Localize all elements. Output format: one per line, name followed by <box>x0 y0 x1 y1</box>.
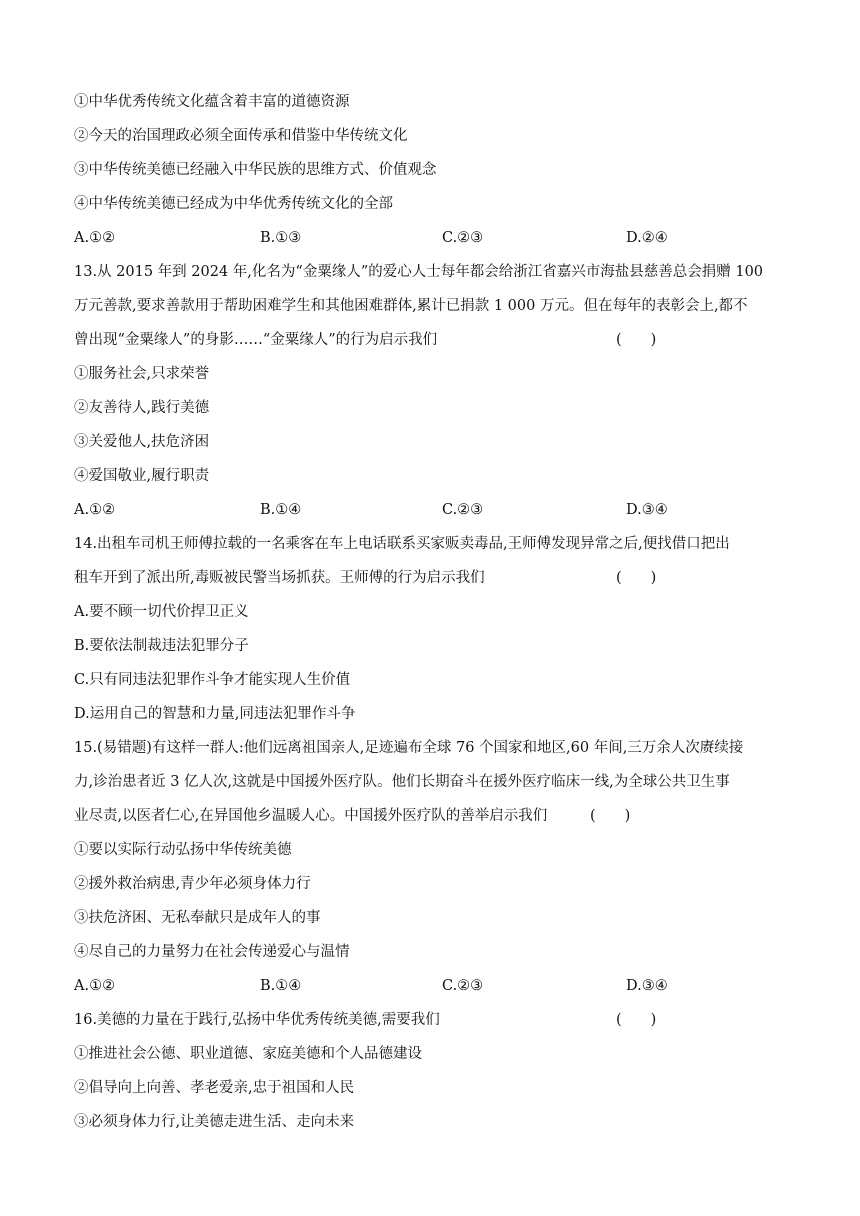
q15-options <box>74 976 786 996</box>
q15-option-d: D.③④ <box>626 978 668 994</box>
q13-stem-line-2: 万元善款,要求善款用于帮助困难学生和其他困难群体,累计已捐款 1 000 万元。但在每年的表彰会上,都不 <box>74 298 748 314</box>
q12-option-b: B.①③ <box>260 230 302 246</box>
q13-option-b: B.①④ <box>260 502 302 518</box>
q16-statement-3: ③必须身体力行,让美德走进生活、走向未来 <box>74 1114 355 1130</box>
q12-option-a: A.①② <box>74 230 116 246</box>
q13-stem-line-1: 13.从 2015 年到 2024 年,化名为“金粟缘人”的爱心人士每年都会给浙江省嘉兴市海盐县慈善总会捐赠 100 <box>74 264 764 280</box>
q15-option-a: A.①② <box>74 978 116 994</box>
q15-statement-4: ④尽自己的力量努力在社会传递爱心与温情 <box>74 944 350 960</box>
q13-statement-2: ②友善待人,践行美德 <box>74 400 210 416</box>
q15-statement-2: ②援外救治病患,青少年必须身体力行 <box>74 876 311 892</box>
q16-answer-bracket: ( ) <box>616 1012 657 1028</box>
q16-statement-2: ②倡导向上向善、孝老爱亲,忠于祖国和人民 <box>74 1080 355 1096</box>
q14-answer-bracket: ( ) <box>616 570 657 586</box>
q16-stem-line-1: 16.美德的力量在于践行,弘扬中华优秀传统美德,需要我们 <box>74 1012 440 1028</box>
q15-option-b: B.①④ <box>260 978 302 994</box>
q14-stem-line-2: 租车开到了派出所,毒贩被民警当场抓获。王师傅的行为启示我们 <box>74 570 485 586</box>
q13-options <box>74 500 786 520</box>
q12-statement-2: ②今天的治国理政必须全面传承和借鉴中华传统文化 <box>74 128 408 144</box>
q13-option-d: D.③④ <box>626 502 668 518</box>
q15-stem-line-3: 业尽责,以医者仁心,在异国他乡温暖人心。中国援外医疗队的善举启示我们 <box>74 808 548 824</box>
q14-choice-c: C.只有同违法犯罪作斗争才能实现人生价值 <box>74 672 351 688</box>
q15-answer-bracket: ( ) <box>590 808 631 824</box>
q12-option-c: C.②③ <box>442 230 484 246</box>
q12-option-d: D.②④ <box>626 230 668 246</box>
q14-stem-line-1: 14.出租车司机王师傅拉载的一名乘客在车上电话联系买家贩卖毒品,王师傅发现异常之后,便找借口把出 <box>74 536 730 552</box>
q14-choice-b: B.要依法制裁违法犯罪分子 <box>74 638 249 654</box>
q12-options <box>74 228 786 248</box>
q12-statement-4: ④中华传统美德已经成为中华优秀传统文化的全部 <box>74 196 393 212</box>
q15-stem-line-2: 力,诊治患者近 3 亿人次,这就是中国援外医疗队。他们长期奋斗在援外医疗临床一线,为全球公共卫生事 <box>74 774 730 790</box>
q14-choice-a: A.要不顾一切代价捍卫正义 <box>74 604 249 620</box>
q15-stem-line-1: 15.(易错题)有这样一群人:他们远离祖国亲人,足迹遍布全球 76 个国家和地区,60 年间,三万余人次赓续接 <box>74 740 744 756</box>
q15-statement-1: ①要以实际行动弘扬中华传统美德 <box>74 842 292 858</box>
q14-choice-d: D.运用自己的智慧和力量,同违法犯罪作斗争 <box>74 706 356 722</box>
q13-answer-bracket: ( ) <box>616 332 657 348</box>
q13-option-a: A.①② <box>74 502 116 518</box>
q13-statement-4: ④爱国敬业,履行职责 <box>74 468 210 484</box>
q13-statement-3: ③关爱他人,扶危济困 <box>74 434 210 450</box>
q15-option-c: C.②③ <box>442 978 484 994</box>
q13-option-c: C.②③ <box>442 502 484 518</box>
q15-statement-3: ③扶危济困、无私奉献只是成年人的事 <box>74 910 321 926</box>
q13-statement-1: ①服务社会,只求荣誉 <box>74 366 210 382</box>
q12-statement-1: ①中华优秀传统文化蕴含着丰富的道德资源 <box>74 94 350 110</box>
q13-stem-line-3: 曾出现“金粟缘人”的身影……“金粟缘人”的行为启示我们 <box>74 332 438 348</box>
q12-statement-3: ③中华传统美德已经融入中华民族的思维方式、价值观念 <box>74 162 437 178</box>
q16-statement-1: ①推进社会公德、职业道德、家庭美德和个人品德建设 <box>74 1046 422 1062</box>
